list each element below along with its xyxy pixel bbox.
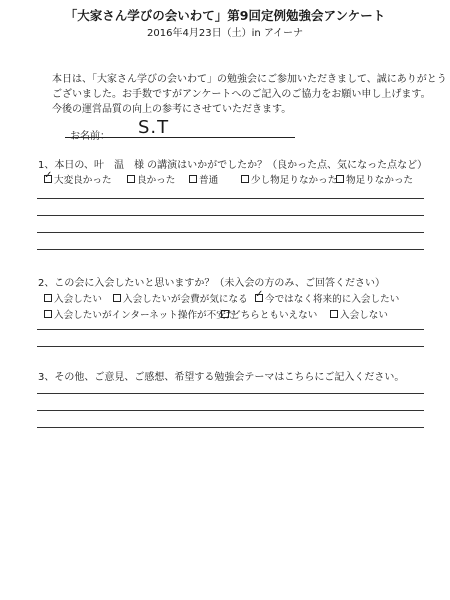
q1-option-1[interactable] — [44, 172, 112, 186]
name-underline — [65, 137, 295, 138]
q2-option-1-label: 入会したい — [54, 294, 102, 305]
checkbox[interactable] — [255, 289, 264, 302]
checkbox[interactable] — [44, 310, 52, 318]
intro-line-3: 今後の運営品質の向上の参考にさせていただきます。 — [52, 104, 292, 115]
q2-option-6[interactable] — [330, 307, 388, 321]
question-3-text: 3、その他、ご意見、ご感想、希望する勉強会テーマはこちらにご記入ください。 — [38, 372, 405, 383]
q1-option-1-label: 大変良かった — [54, 175, 112, 186]
answer-line[interactable] — [37, 346, 424, 347]
checkbox[interactable] — [44, 170, 53, 183]
checkbox[interactable] — [127, 175, 135, 183]
survey-date-venue: 2016年4月23日（土）in アイーナ — [147, 28, 303, 39]
q1-option-3-label: 普通 — [199, 175, 219, 186]
answer-line[interactable] — [37, 410, 424, 411]
q2-option-5[interactable] — [221, 307, 317, 321]
checkbox[interactable] — [241, 175, 249, 183]
answer-line[interactable] — [37, 232, 424, 233]
q2-option-4[interactable] — [44, 307, 235, 321]
answer-line[interactable] — [37, 427, 424, 428]
q1-option-5[interactable] — [336, 172, 413, 186]
intro-line-2: ございました。お手数ですがアンケートへのご記入のご協力をお願い申し上げます。 — [52, 89, 431, 100]
checkbox[interactable] — [221, 310, 229, 318]
name-label: お名前： — [70, 131, 110, 142]
name-field-handwritten[interactable]: S.T — [138, 117, 170, 138]
q1-option-4-label: 少し物足りなかった — [251, 175, 338, 186]
answer-line[interactable] — [37, 329, 424, 330]
checkbox[interactable] — [113, 294, 121, 302]
q1-option-4[interactable] — [241, 172, 337, 186]
survey-title: 「大家さん学びの会いわて」第9回定例勉強会アンケート — [64, 8, 386, 23]
q1-option-5-label: 物足りなかった — [346, 175, 414, 186]
q2-option-2-label: 入会したいが会費が気になる — [123, 294, 248, 305]
q2-option-6-label: 入会しない — [340, 310, 388, 321]
q1-option-2-label: 良かった — [137, 175, 176, 186]
question-1-text: 1、本日の、叶 温 様 の講演はいかがでしたか？（良かった点、気になった点など） — [38, 160, 428, 171]
checkbox[interactable] — [189, 175, 197, 183]
answer-line[interactable] — [37, 393, 424, 394]
q2-option-4-label: 入会したいがインターネット操作が不安だ — [54, 310, 236, 321]
q2-option-5-label: どちらともいえない — [231, 310, 318, 321]
checkbox[interactable] — [44, 294, 52, 302]
checkbox[interactable] — [330, 310, 338, 318]
check-mark-icon: ✓ — [44, 170, 53, 181]
answer-line[interactable] — [37, 215, 424, 216]
check-mark-icon: ✓ — [255, 289, 264, 300]
intro-line-1: 本日は、「大家さん学びの会いわて」の勉強会にご参加いただきまして、誠にありがとう — [52, 74, 447, 85]
answer-line[interactable] — [37, 249, 424, 250]
q1-option-3[interactable] — [189, 172, 218, 186]
q2-option-2[interactable] — [113, 291, 248, 305]
question-2-text: 2、この会に入会したいと思いますか？（未入会の方のみ、ご回答ください） — [38, 278, 385, 289]
q2-option-3-label: 今ではなく将来的に入会したい — [265, 294, 400, 305]
q1-option-2[interactable] — [127, 172, 175, 186]
checkbox[interactable] — [336, 175, 344, 183]
q2-option-1[interactable] — [44, 291, 102, 305]
q2-option-3[interactable] — [255, 291, 399, 305]
answer-line[interactable] — [37, 198, 424, 199]
